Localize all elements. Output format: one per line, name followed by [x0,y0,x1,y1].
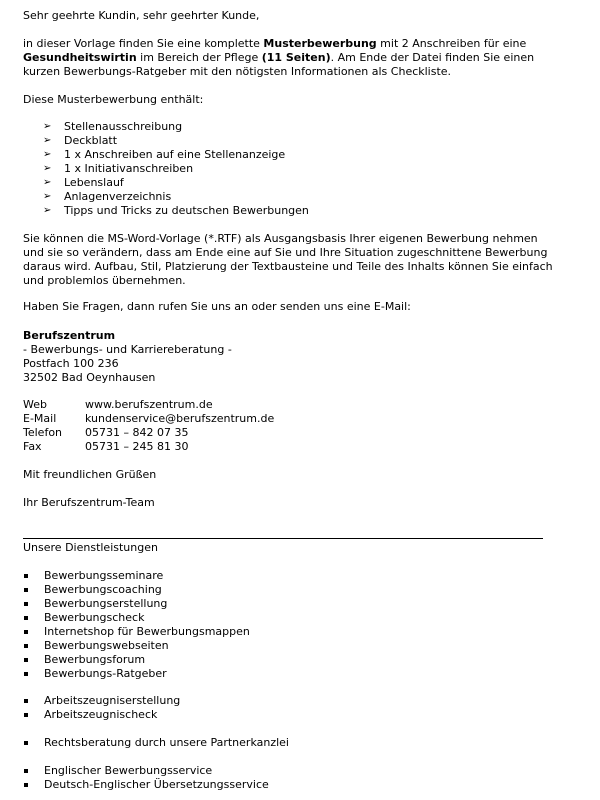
square-bullet-icon [24,783,28,787]
arrow-bullet-icon: ➢ [43,121,52,132]
contact-label: Telefon [23,426,63,439]
service-item [23,694,560,708]
intro-text-2: mit 2 Anschreiben für eine [376,37,527,50]
service-item-text: Arbeitszeugniserstellung [44,694,181,707]
arrow-bullet-icon: ➢ [43,135,52,146]
closing: Mit freundlichen Grüßen [23,468,157,481]
square-bullet-icon [24,699,28,703]
square-bullet-icon [24,741,28,745]
service-item-text: Bewerbungscoaching [44,583,162,596]
service-item-text: Arbeitszeugnischeck [44,708,158,721]
services-list-3 [23,736,560,750]
contact-value: www.berufszentrum.de [85,398,213,411]
divider-line [23,538,543,539]
services-heading: Unsere Dienstleistungen [23,541,158,554]
contact-value: 05731 – 842 07 35 [85,426,189,439]
contents-item-text: Lebenslauf [64,176,124,189]
contact-value: 05731 – 245 81 30 [85,440,189,453]
service-item-text: Bewerbungscheck [44,611,145,624]
intro-bold-2: Gesundheitswirtin [23,51,137,64]
intro-bold-1: Musterbewerbung [263,37,377,50]
contents-item-text: Stellenausschreibung [64,120,183,133]
contents-item-text: Anlagenverzeichnis [64,190,172,203]
contact-label: Fax [23,440,42,453]
contents-item [23,162,560,176]
arrow-bullet-icon: ➢ [43,177,52,188]
arrow-bullet-icon: ➢ [43,205,52,216]
contents-item-text: Deckblatt [64,134,118,147]
services-list-2 [23,694,560,722]
service-item [23,778,560,792]
contents-item [23,148,560,162]
contact-table-wrap [23,398,560,454]
square-bullet-icon [24,769,28,773]
service-item [23,611,560,625]
service-item [23,667,560,681]
service-item [23,583,560,597]
service-item [23,653,560,667]
square-bullet-icon [24,616,28,620]
services-group-4 [23,764,560,792]
contents-item [23,204,560,218]
company-street: Postfach 100 236 [23,357,119,370]
service-item-text: Englischer Bewerbungsservice [44,764,213,777]
contents-item-text: 1 x Anschreiben auf eine Stellenanzeige [64,148,286,161]
services-group-2 [23,694,560,722]
body-paragraph: Sie können die MS-Word-Vorlage (*.RTF) als Ausgangsbasis Ihrer eigenen Bewerbung nehmen und sie so verändern, dass am Ende eine auf Sie und Ihre Situation zugeschnittene Bewerbung daraus wird. Aufbau, Stil, Platzierung der Textbausteine und Teile des Inhalts können Sie einfach und problemlos übernehmen. [23,232,553,287]
service-item [23,569,560,583]
company-address [23,329,560,385]
intro-text-1: in dieser Vorlage finden Sie eine komplette [23,37,264,50]
contents-item [23,120,560,134]
service-item [23,625,560,639]
service-item [23,764,560,778]
intro-paragraph [23,37,560,79]
service-item-text: Deutsch-Englischer Übersetzungsservice [44,778,269,791]
service-item-text: Bewerbungswebseiten [44,639,169,652]
arrow-bullet-icon: ➢ [43,149,52,160]
contact-label: E-Mail [23,412,57,425]
services-list-4 [23,764,560,792]
square-bullet-icon [24,602,28,606]
square-bullet-icon [24,630,28,634]
square-bullet-icon [24,574,28,578]
company-subtitle: - Bewerbungs- und Karriereberatung - [23,343,232,356]
contact-value: kundenservice@berufszentrum.de [85,412,275,425]
service-item-text: Internetshop für Bewerbungsmappen [44,625,250,638]
service-item-text: Bewerbungserstellung [44,597,168,610]
intro-bold-3: (11 Seiten) [261,51,331,64]
square-bullet-icon [24,713,28,717]
signature: Ihr Berufszentrum-Team [23,496,155,509]
service-item-text: Rechtsberatung durch unsere Partnerkanzlei [44,736,289,749]
service-item [23,736,560,750]
intro-text-4: . Am Ende der Datei finden Sie einen kurzen Bewerbungs-Ratgeber mit den nötigsten Informationen als Checkliste. [23,51,535,78]
questions-text: Haben Sie Fragen, dann rufen Sie uns an oder senden uns eine E-Mail: [23,300,411,313]
salutation: Sehr geehrte Kundin, sehr geehrter Kunde, [23,9,260,22]
contents-item-text: Tipps und Tricks zu deutschen Bewerbungen [64,204,309,217]
contents-item-text: 1 x Initiativanschreiben [64,162,194,175]
company-city: 32502 Bad Oeynhausen [23,371,156,384]
company-name: Berufszentrum [23,329,116,342]
contains-heading: Diese Musterbewerbung enthält: [23,93,204,106]
contents-item [23,190,560,204]
services-group-3 [23,736,560,750]
service-item [23,639,560,653]
square-bullet-icon [24,644,28,648]
service-item-text: Bewerbungsseminare [44,569,164,582]
service-item [23,597,560,611]
square-bullet-icon [24,672,28,676]
contents-list-wrap [23,120,560,218]
services-group-1 [23,569,560,681]
intro-text-3: im Bereich der Pflege [136,51,262,64]
contents-list [23,120,560,218]
service-item-text: Bewerbungs-Ratgeber [44,667,167,680]
service-item [23,708,560,722]
arrow-bullet-icon: ➢ [43,191,52,202]
contact-label: Web [23,398,47,411]
service-item-text: Bewerbungsforum [44,653,146,666]
services-list-1 [23,569,560,681]
arrow-bullet-icon: ➢ [43,163,52,174]
square-bullet-icon [24,658,28,662]
square-bullet-icon [24,588,28,592]
contents-item [23,134,560,148]
contents-item [23,176,560,190]
contact-table [23,398,560,454]
